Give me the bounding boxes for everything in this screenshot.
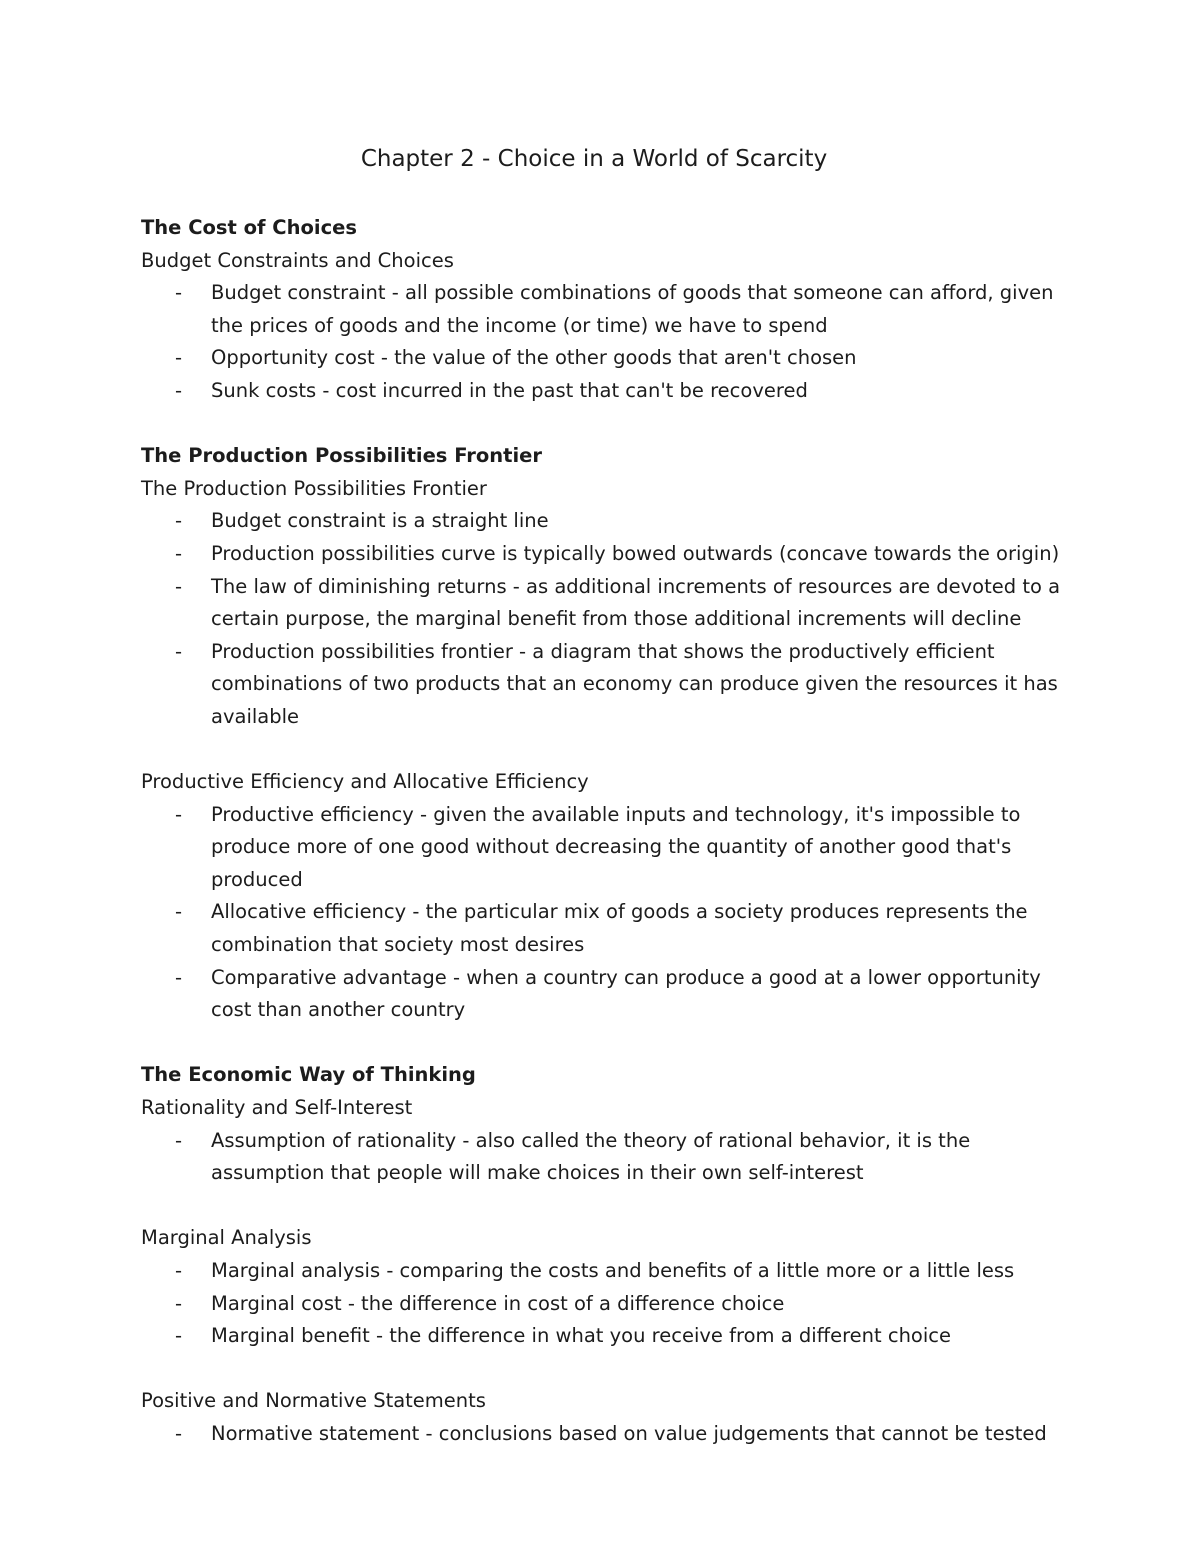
subheading: Positive and Normative Statements bbox=[141, 1389, 486, 1413]
bullet-dash: - bbox=[175, 1291, 183, 1315]
section-heading: The Cost of Choices bbox=[141, 216, 357, 239]
bullet-item bbox=[141, 962, 1081, 1027]
bullet-item bbox=[141, 896, 1081, 961]
bullet-item bbox=[141, 505, 1081, 538]
bullet-list bbox=[141, 1125, 1081, 1190]
subsection-spacer bbox=[141, 1190, 1081, 1223]
bullet-text: Productive efficiency - given the available inputs and technology, it's impossible to produce more of one good without decreasing the quantity of another good that's produced bbox=[211, 802, 1021, 891]
subheading: The Production Possibilities Frontier bbox=[141, 476, 487, 500]
bullet-dash: - bbox=[175, 346, 183, 370]
bullet-text: Marginal analysis - comparing the costs and benefits of a little more or a little less bbox=[211, 1259, 1015, 1282]
bullet-dash: - bbox=[175, 541, 183, 565]
bullet-text: Marginal cost - the difference in cost of a difference choice bbox=[211, 1291, 785, 1315]
bullet-item bbox=[141, 375, 1081, 408]
bullet-item bbox=[141, 1125, 1081, 1190]
section bbox=[141, 1059, 1081, 1450]
bullet-dash: - bbox=[175, 639, 183, 663]
subheading: Productive Efficiency and Allocative Efficiency bbox=[141, 770, 589, 794]
bullet-text: Normative statement - conclusions based on value judgements that cannot be tested bbox=[211, 1421, 1047, 1445]
bullet-text: Comparative advantage - when a country can produce a good at a lower opportunity cost than another country bbox=[211, 965, 1041, 1022]
bullet-list bbox=[141, 277, 1081, 407]
bullet-item bbox=[141, 571, 1081, 636]
bullet-list bbox=[141, 799, 1081, 1027]
bullet-text: Marginal benefit - the difference in what you receive from a different choice bbox=[211, 1324, 952, 1348]
subsection-spacer bbox=[141, 734, 1081, 767]
bullet-text: Allocative efficiency - the particular mix of goods a society produces represents the combination that society most desires bbox=[211, 900, 1028, 957]
bullet-text: Production possibilities curve is typically bowed outwards (concave towards the origin) bbox=[211, 541, 1060, 565]
bullet-dash: - bbox=[175, 965, 183, 989]
bullet-dash: - bbox=[175, 802, 183, 826]
bullet-text: Budget constraint - all possible combinations of goods that someone can afford, given the prices of goods and the income (or time) we have to spend bbox=[211, 281, 1054, 337]
bullet-list bbox=[141, 1255, 1081, 1353]
page-title: Chapter 2 - Choice in a World of Scarcity bbox=[360, 146, 828, 172]
bullet-dash: - bbox=[175, 900, 183, 924]
bullet-item bbox=[141, 538, 1081, 571]
bullet-dash: - bbox=[175, 574, 183, 598]
bullet-dash: - bbox=[175, 281, 183, 305]
bullet-dash: - bbox=[175, 1128, 183, 1152]
subheading: Marginal Analysis bbox=[141, 1226, 312, 1250]
bullet-text: Sunk costs - cost incurred in the past that can't be recovered bbox=[211, 378, 808, 402]
bullet-dash: - bbox=[175, 1324, 183, 1348]
bullet-text: Assumption of rationality - also called the theory of rational behavior, it is the assumption that people will make choices in their own self-interest bbox=[211, 1128, 971, 1185]
bullet-item bbox=[141, 636, 1081, 734]
bullet-item bbox=[141, 799, 1081, 897]
subsection-spacer bbox=[141, 1353, 1081, 1386]
subheading: Budget Constraints and Choices bbox=[141, 248, 454, 272]
subheading: Rationality and Self-Interest bbox=[141, 1096, 413, 1120]
section-heading: The Production Possibilities Frontier bbox=[141, 444, 543, 468]
bullet-list bbox=[141, 505, 1081, 733]
bullet-text: The law of diminishing returns - as additional increments of resources are devoted to a certain purpose, the marginal benefit from those additional increments will decline bbox=[211, 574, 1061, 631]
bullet-item bbox=[141, 1255, 1081, 1288]
bullet-dash: - bbox=[175, 378, 183, 402]
bullet-text: Budget constraint is a straight line bbox=[211, 509, 549, 533]
bullet-item bbox=[141, 1288, 1081, 1321]
bullet-list bbox=[141, 1418, 1081, 1451]
bullet-text: Opportunity cost - the value of the other goods that aren't chosen bbox=[211, 346, 857, 370]
section-spacer bbox=[141, 1027, 1081, 1060]
section-spacer bbox=[141, 408, 1081, 441]
bullet-dash: - bbox=[175, 1259, 183, 1282]
bullet-dash: - bbox=[175, 1421, 183, 1445]
bullet-item bbox=[141, 277, 1081, 342]
bullet-dash: - bbox=[175, 509, 183, 533]
bullet-item bbox=[141, 342, 1081, 375]
document-body bbox=[141, 212, 1081, 1451]
section bbox=[141, 212, 1081, 408]
section bbox=[141, 440, 1081, 1027]
bullet-item bbox=[141, 1320, 1081, 1353]
bullet-item bbox=[141, 1418, 1081, 1451]
bullet-text: Production possibilities frontier - a diagram that shows the productively efficient combinations of two products that an economy can produce given the resources it has available bbox=[211, 639, 1058, 728]
section-heading: The Economic Way of Thinking bbox=[141, 1063, 476, 1087]
